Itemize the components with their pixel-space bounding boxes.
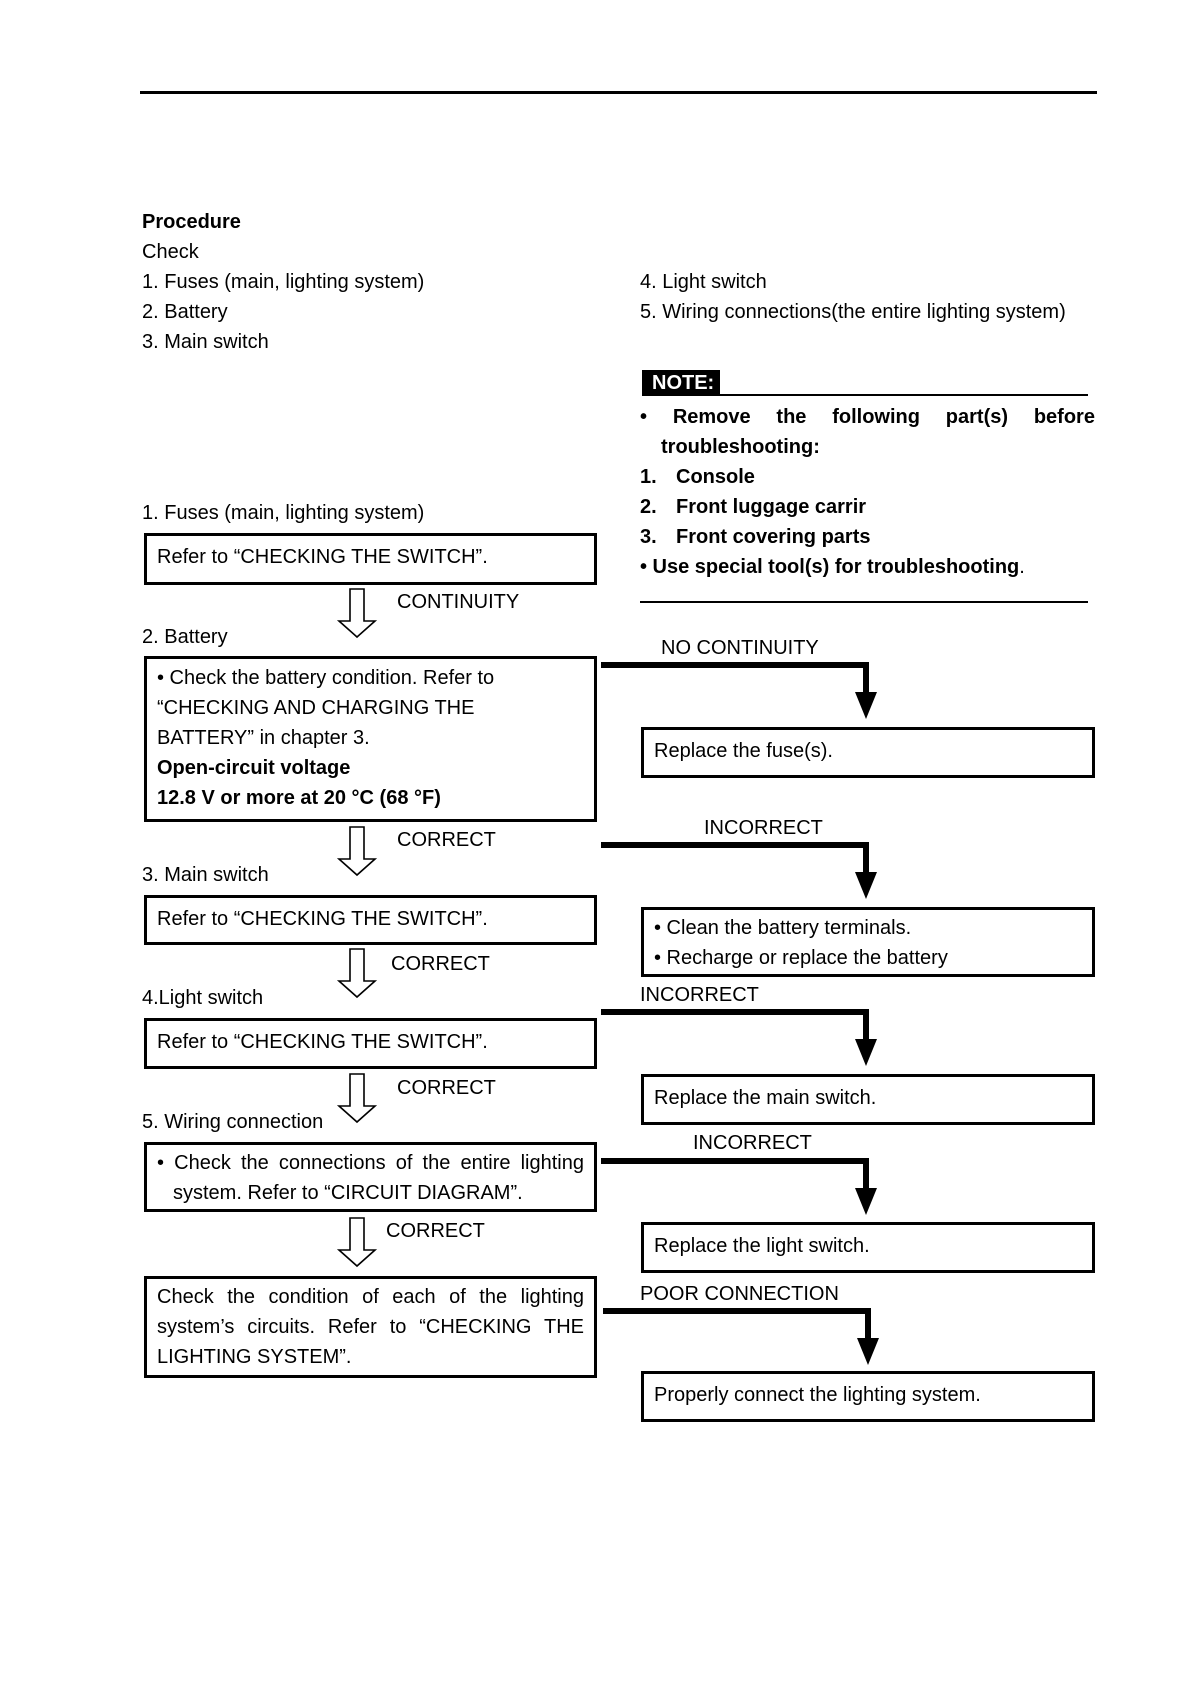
step3-remedy-box (641, 1074, 1095, 1125)
step1-remedy-box (641, 727, 1095, 778)
step2-ok-label: CORRECT (397, 829, 496, 851)
step4-ok-label: CORRECT (397, 1077, 496, 1099)
step5-ng-label: POOR CONNECTION (640, 1283, 839, 1305)
continuity-arrow (339, 589, 375, 637)
step3-ok-label: CORRECT (391, 953, 490, 975)
step2-box-line: • Check the battery condition. Refer to (157, 667, 495, 689)
note-word: part(s) (945, 406, 1009, 428)
note-tag: NOTE: (642, 370, 720, 396)
step4-remedy-text: Replace the light switch. (654, 1235, 870, 1257)
list-item: 4. Light switch (640, 271, 767, 293)
step5-box-line: • Check the connections of the entire lighting (157, 1152, 584, 1174)
step2-remedy-line: • Recharge or replace the battery (654, 947, 948, 969)
note-special-tool-end: . (1019, 556, 1025, 578)
final-box-line: Check the condition of each of the lighting (157, 1286, 584, 1308)
note-word: • (640, 406, 648, 428)
list-item: 5. Wiring connections(the entire lighting system) (640, 301, 1066, 323)
correct-arrow (339, 827, 375, 875)
step1-box (144, 533, 597, 585)
final-box-line: system’s circuits. Refer to “CHECKING THE (157, 1316, 584, 1338)
note-word: the (776, 406, 807, 428)
step2-box-line: BATTERY” in chapter 3. (157, 727, 370, 749)
note-part: Front covering parts (676, 526, 871, 548)
note-word: following (832, 406, 920, 428)
step2-spec-value: 12.8 V or more at 20 °C (68 °F) (157, 787, 441, 809)
step1-remedy-text: Replace the fuse(s). (654, 740, 833, 762)
note-part-num: 2. (640, 496, 657, 518)
note-part: Console (676, 466, 755, 488)
step3-remedy-text: Replace the main switch. (654, 1087, 877, 1109)
step2-remedy-box (641, 907, 1095, 977)
list-item: 3. Main switch (142, 331, 269, 353)
step2-heading: 2. Battery (142, 626, 228, 648)
step4-box-text: Refer to “CHECKING THE SWITCH”. (157, 1031, 488, 1053)
step3-heading: 3. Main switch (142, 864, 269, 886)
note-part-num: 3. (640, 526, 657, 548)
note-word: Remove (672, 406, 751, 428)
note-word: before (1033, 406, 1095, 428)
procedure-title: Procedure (142, 211, 241, 233)
step1-box-text: Refer to “CHECKING THE SWITCH”. (157, 546, 488, 568)
step5-remedy-text: Properly connect the lighting system. (654, 1384, 981, 1406)
step1-ng-label: NO CONTINUITY (661, 637, 819, 659)
incorrect-arrow (601, 1012, 877, 1066)
incorrect-arrow (601, 1161, 877, 1215)
step1-ok-label: CONTINUITY (397, 591, 520, 613)
step2-ng-label: INCORRECT (704, 817, 823, 839)
check-label: Check (142, 241, 199, 263)
note-line-2: troubleshooting: (661, 436, 820, 458)
step4-ng-label: INCORRECT (693, 1132, 812, 1154)
step4-box (144, 1018, 597, 1069)
step1-heading: 1. Fuses (main, lighting system) (142, 502, 425, 524)
incorrect-arrow (601, 845, 877, 899)
correct-arrow (339, 1074, 375, 1122)
step3-box (144, 895, 597, 945)
step5-ok-label: CORRECT (386, 1220, 485, 1242)
step2-spec-title: Open-circuit voltage (157, 757, 351, 779)
correct-arrow (339, 949, 375, 997)
no-continuity-arrow (601, 665, 877, 719)
step5-remedy-box (641, 1371, 1095, 1422)
step3-box-text: Refer to “CHECKING THE SWITCH”. (157, 908, 488, 930)
correct-arrow (339, 1218, 375, 1266)
step5-heading: 5. Wiring connection (142, 1111, 324, 1133)
note-part: Front luggage carrir (676, 496, 867, 518)
step5-box-line: system. Refer to “CIRCUIT DIAGRAM”. (173, 1182, 523, 1204)
step2-box (144, 656, 597, 822)
step2-box-line: “CHECKING AND CHARGING THE (157, 697, 475, 719)
list-item: 1. Fuses (main, lighting system) (142, 271, 425, 293)
step4-remedy-box (641, 1222, 1095, 1273)
poor-connection-arrow (603, 1311, 879, 1365)
note-special-tool-text: • Use special tool(s) for troubleshooting (640, 556, 1020, 578)
step3-ng-label: INCORRECT (640, 984, 759, 1006)
final-box-line: LIGHTING SYSTEM”. (157, 1346, 352, 1368)
list-item: 2. Battery (142, 301, 228, 323)
note-part-num: 1. (640, 466, 657, 488)
step5-box (144, 1142, 597, 1212)
final-box (144, 1276, 597, 1378)
step4-heading: 4.Light switch (142, 987, 264, 1009)
step2-remedy-line: • Clean the battery terminals. (654, 917, 912, 939)
